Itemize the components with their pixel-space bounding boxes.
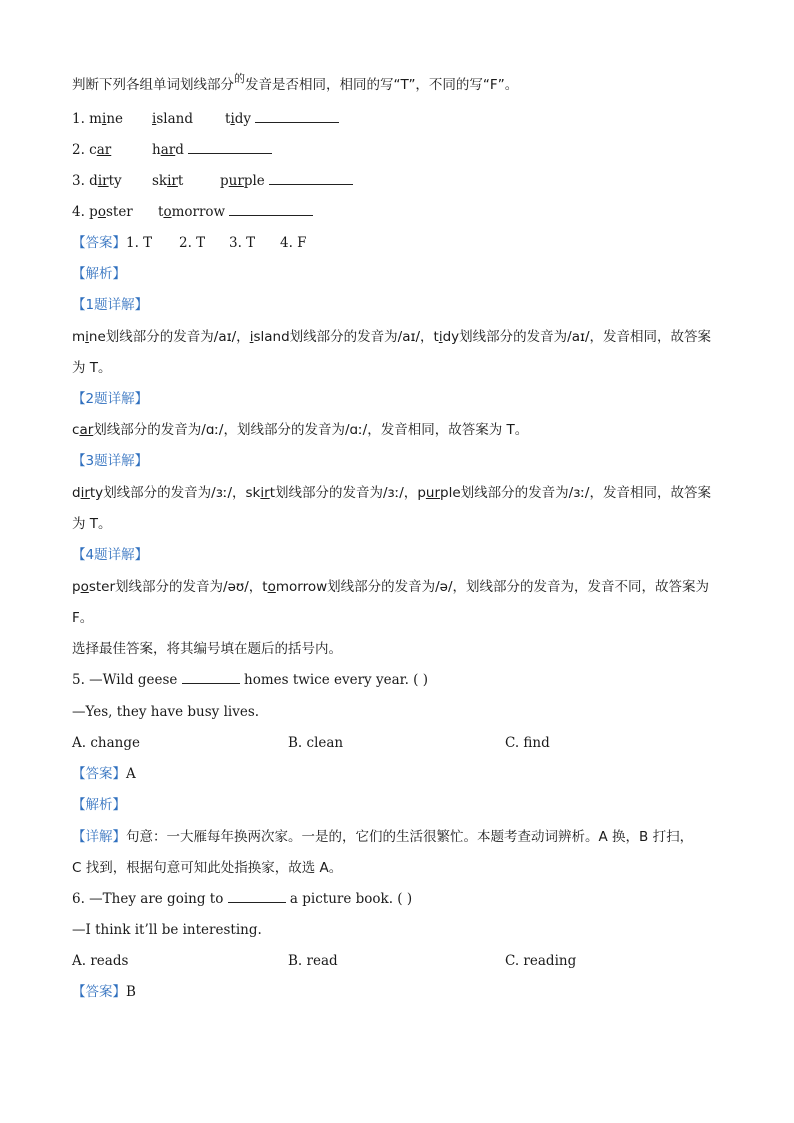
answer-block-1: [72, 234, 307, 252]
q1-word-tidy: tidy: [225, 110, 339, 128]
q3-word-skirt: skirt: [152, 173, 184, 189]
q5-reply: —Yes, they have busy lives.: [72, 704, 260, 720]
q4-answer-blank[interactable]: [229, 203, 313, 216]
detail-3-line-1: dirty划线部分的发音为/ɜː/，skirt划线部分的发音为/ɜː/，purple划线部分的发音为/ɜː/，发音相同，故答案: [72, 485, 711, 501]
q5-option-a[interactable]: A. change: [72, 735, 140, 751]
q5-analysis-tag: 【解析】: [72, 797, 126, 813]
q5-answer-blank[interactable]: [182, 671, 240, 684]
q6-answer-value: B: [126, 984, 136, 1000]
detail-3-line-2: 为 T。: [72, 516, 112, 532]
q2-word-car: car: [89, 142, 112, 158]
q1-word-island: island: [152, 111, 193, 127]
detail-3-tag: 【3题详解】: [72, 453, 149, 469]
instruction-1-pre: 判断下列各组单词划线部分: [72, 77, 234, 93]
detail-1-line-1: mine划线部分的发音为/aɪ/，island划线部分的发音为/aɪ/，tidy划线部分的发音为/aɪ/，发音相同，故答案: [72, 329, 712, 345]
q6-reply: —I think it’ll be interesting.: [72, 922, 262, 938]
q4-word-poster: poster: [89, 204, 133, 220]
question-2: [72, 141, 184, 159]
detail-1-tag: 【1题详解】: [72, 297, 149, 313]
q5-options: [72, 734, 722, 752]
instruction-1: [72, 72, 519, 95]
q3-answer-blank[interactable]: [269, 172, 353, 185]
answer-4: 4. F: [280, 235, 307, 251]
question-1: [72, 110, 252, 128]
q5-option-b[interactable]: B. clean: [288, 735, 344, 751]
q1-number: 1.: [72, 111, 90, 127]
q5-answer: [72, 765, 136, 783]
detail-2-line-1: car划线部分的发音为/ɑː/，划线部分的发音为/ɑː/，发音相同，故答案为 T。: [72, 422, 529, 438]
q4-number: 4.: [72, 204, 90, 220]
question-5: 5. —Wild geese homes twice every year. ( ): [72, 672, 429, 688]
question-4: [72, 203, 226, 221]
question-6: 6. —They are going to a picture book. ( ): [72, 891, 413, 907]
q6-option-a[interactable]: A. reads: [72, 953, 129, 969]
q6-option-c[interactable]: C. reading: [505, 953, 577, 969]
answer-3: 3. T: [229, 235, 256, 251]
q3-word-dirty: dirty: [89, 173, 122, 189]
instruction-1-sup: 的: [234, 72, 245, 85]
q3-number: 3.: [72, 173, 90, 189]
detail-4-line-2: F。: [72, 610, 94, 626]
detail-4-tag: 【4题详解】: [72, 547, 149, 563]
q3-word-purple: purple: [220, 172, 353, 190]
q5-option-c[interactable]: C. find: [505, 735, 550, 751]
answer-2: 2. T: [179, 235, 206, 251]
answer-tag: 【答案】: [72, 766, 126, 782]
q6-option-b[interactable]: B. read: [288, 953, 338, 969]
q6-answer: [72, 983, 136, 1001]
detail-1-line-2: 为 T。: [72, 360, 112, 376]
detail-4-line-1: poster划线部分的发音为/əʊ/，tomorrow划线部分的发音为/ə/，划线部分的发音为，发音不同，故答案为: [72, 579, 710, 595]
answer-tag: 【答案】: [72, 984, 126, 1000]
q6-answer-blank[interactable]: [228, 890, 286, 903]
analysis-tag-1: 【解析】: [72, 266, 126, 282]
q4-word-tomorrow: tomorrow: [158, 203, 313, 221]
instruction-1-post: 发音是否相同，相同的写“T”，不同的写“F”。: [245, 77, 519, 93]
q2-answer-blank[interactable]: [188, 141, 272, 154]
question-3: [72, 172, 265, 190]
q5-detail-line-2: C 找到，根据句意可知此处指换家，故选 A。: [72, 860, 343, 876]
q5-detail-line-1: 【详解】句意：一大雁每年换两次家。一是的，它们的生活很繁忙。本题考查动词辨析。A 换，B 打扫，: [72, 829, 694, 845]
q2-word-hard: hard: [152, 141, 272, 159]
detail-tag: 【详解】: [72, 829, 126, 845]
q6-options: [72, 952, 722, 970]
detail-2-tag: 【2题详解】: [72, 391, 149, 407]
instruction-2: 选择最佳答案，将其编号填在题后的括号内。: [72, 641, 342, 657]
answer-tag: 【答案】: [72, 235, 126, 251]
q5-answer-value: A: [126, 766, 136, 782]
q1-answer-blank[interactable]: [255, 110, 339, 123]
q2-number: 2.: [72, 142, 90, 158]
q1-word-mine: mine: [89, 111, 123, 127]
answer-1: 1. T: [126, 235, 153, 251]
